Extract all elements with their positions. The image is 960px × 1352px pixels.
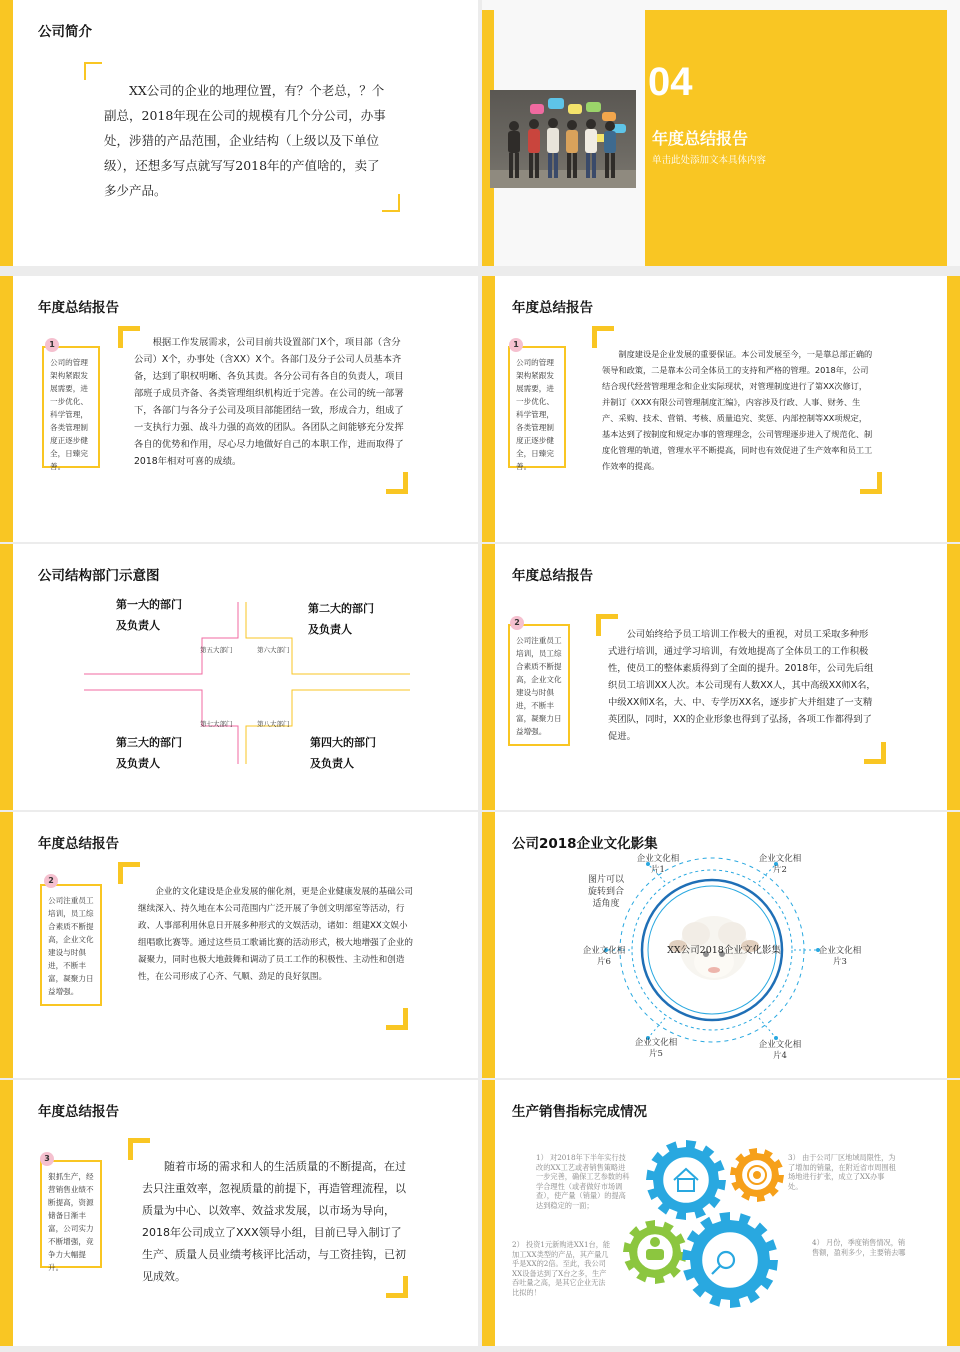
slide-annual-report-2 (482, 276, 960, 542)
slide-annual-report-1 (0, 276, 478, 542)
number-badge: 1 (509, 338, 523, 352)
body-text: 公司始终给予员工培训工作极大的重视，对员工采取多种形式进行培训，通过学习培训，有效地提高了全体员工的工作积极性，使员工的整体素质得到了全面的提升。2018年，公司先后组织员工培训XX人次。本公司现有人数XX人，其中高级XX师X名，中级XX师X名，大、中、专学历XX名，逐步扩大并组建了一支精英团队，同时，XX的企业形象也得到了弘扬，各项工作都得到了促进。 (608, 629, 876, 742)
corner-bracket-top-left (84, 62, 102, 80)
accent-bar-left (0, 1080, 13, 1346)
slide-org-chart (0, 544, 478, 810)
dept-1-label: 第一大的部门及负责人 (116, 598, 182, 632)
photo-slot-4: 企业文化相片4 (758, 1040, 802, 1061)
accent-bar-right (947, 544, 960, 810)
slide-title: 公司简介 (38, 24, 92, 40)
album-rotate-note: 图片可以旋转到合适角度 (587, 875, 624, 909)
dept-6-label: 第六大部门 (257, 646, 290, 654)
cover-number: 04 (648, 60, 693, 104)
number-badge: 1 (45, 338, 59, 352)
sales-point-1: 1） 对2018年下半年实行技改的XX工艺或者销售策略进一步完善，确保工艺参数的科学合理性（或者做好市场调查），使产量（销量）的提高达到稳定的一面； (536, 1153, 630, 1210)
dept-3-label: 第三大的部门及负责人 (116, 736, 182, 770)
gear-blue-large-hub (701, 1231, 759, 1289)
gear-graphic (482, 1080, 960, 1346)
corner-bracket-top-left (118, 862, 140, 884)
accent-bar-left (482, 276, 495, 542)
accent-bar-left (0, 0, 13, 266)
dept-2-label: 第二大的部门及负责人 (308, 602, 374, 636)
corner-bracket-bottom-right (386, 472, 408, 494)
dept-7-label: 第七大部门 (200, 720, 233, 728)
slide-title: 年度总结报告 (38, 836, 119, 852)
summary-box: 公司的管理架构紧跟发展需要，进一步优化、科学管理，各类管理制度正逐步健全，日臻完善。 (508, 346, 566, 468)
accent-bar-left (0, 812, 13, 1078)
number-badge: 3 (40, 1152, 54, 1166)
org-connector-lines (0, 544, 478, 810)
corner-bracket-bottom-right (864, 742, 886, 764)
body-text: 制度建设是企业发展的重要保证。本公司发展至今，一是靠总部正确的领导和政策，二是靠本公司全体员工的支持和严格的管理。2018年，公司结合现代经营管理理念和企业实际现状，对管理制度进行了第XX次修订，并制订《XXX有限公司管理制度汇编》，内容涉及行政、人事、财务、生产、采购、技术、营销、考核、质量追究、奖惩、内部控制等XX项规定，基本达到了按制度和规定办事的管理理念，公司管理逐步进入了规范化、制度化管理的轨道，管理水平不断提高，同时也有效促进了生产效率和员工工作效率的提高。 (602, 349, 873, 471)
number-badge: 2 (510, 616, 524, 630)
photo-slot-2: 企业文化相片2 (758, 854, 802, 875)
sales-point-2: 2） 投资1元新购进XX1台，能加工XX类型的产品，其产量几乎是XX的2倍。至此，我公司XX设备达到了X台之多，生产吞吐量之高，是其它企业无法比拟的！ (512, 1240, 611, 1297)
dept-4-label: 第四大的部门及负责人 (310, 736, 376, 770)
cover-subtitle: 单击此处添加文本具体内容 (652, 155, 767, 166)
body-text: 根据工作发展需求，公司目前共设置部门X个，项目部（含分公司）X个，办事处（含XX）X个。各部门及分子公司人员基本齐备，达到了职权明晰、各负其责。各分公司有各自的负责人，项目部班子成员齐备、各类管理组织机构近于完善。在公司的统一部署下，各部门与各分子公司及项目部能团结一致，形成合力，组成了一支执行力强、战斗力强的高效的团队。各团队之间能够充分发挥各自的优势和作用，尽心尽力地做好自己的本职工作，进而取得了2018年相对可喜的成绩。 (134, 337, 404, 467)
photo-slot-6: 企业文化相片6 (582, 946, 626, 967)
corner-bracket-bottom-right (386, 1008, 408, 1030)
photo-slot-1: 企业文化相片1 (636, 854, 680, 875)
summary-box: 公司的管理架构紧跟发展需要，进一步优化、科学管理，各类管理制度正逐步健全，日臻完善。 (42, 346, 100, 468)
dept-5-label: 第五大部门 (200, 646, 233, 654)
slide-annual-report-3 (482, 544, 960, 810)
corner-bracket-top-left (592, 326, 614, 348)
sales-point-4: 4） 月份，季度销售情况，销售额，盈利多少，主要销去哪 (812, 1238, 906, 1257)
body-text: 随着市场的需求和人的生活质量的不断提高，在过去只注重效率，忽视质量的前提下，再造管理流程，以质量为中心、以效率、效益求发展，以市场为导向，2018年公司成立了XXX领导小组，目前已导入制订了生产、质量人员业绩考核评比活动，与工资挂钩，已初见成效。 (142, 1160, 406, 1283)
dept-8-label: 第八大部门 (257, 720, 290, 728)
accent-bar-left (482, 544, 495, 810)
slide-title: 年度总结报告 (38, 300, 119, 316)
intro-text: XX公司的企业的地理位置，有？个老总，？个副总，2018年现在公司的规模有几个分公司，办事处，涉猎的产品范围，企业结构（上级以及下单位级），还想多写点就写写2018年的产值啥的，卖了多少产品。 (104, 83, 386, 198)
slide-title: 年度总结报告 (38, 1104, 119, 1120)
accent-bar-right (947, 276, 960, 542)
sales-point-3: 3） 由于公司厂区地域局限性，为了增加的销量，在附近省市周围租场地进行扩张，成立了XX办事处。 (788, 1153, 896, 1191)
slide-culture-album (482, 812, 960, 1078)
summary-box: 公司注重员工培训，员工综合素质不断提高，企业文化建设与时俱进，不断丰富，凝聚力日益增强。 (40, 884, 102, 1006)
slide-annual-report-5 (0, 1080, 478, 1346)
slide-company-intro (0, 0, 478, 266)
album-center-title: XX公司2018企业文化影集 (667, 945, 781, 956)
corner-bracket-bottom-right (860, 472, 882, 494)
summary-box: 公司注重员工培训，员工综合素质不断提高，企业文化建设与时俱进，不断丰富，凝聚力日益增强。 (508, 624, 570, 746)
slide-title: 公司结构部门示意图 (38, 568, 160, 584)
cover-title: 年度总结报告 (652, 129, 749, 148)
photo-slot-5: 企业文化相片5 (634, 1038, 678, 1059)
slide-cover (482, 0, 960, 266)
slide-title: 公司2018企业文化影集 (512, 836, 658, 852)
slide-annual-report-4 (0, 812, 478, 1078)
corner-bracket-bottom-right (386, 1276, 408, 1298)
photo-slot-3: 企业文化相片3 (818, 946, 862, 967)
number-badge: 2 (44, 874, 58, 888)
corner-bracket-bottom-right (382, 194, 400, 212)
team-photo (490, 90, 636, 188)
slide-title: 生产销售指标完成情况 (512, 1104, 647, 1120)
body-text: 企业的文化建设是企业发展的催化剂，更是企业健康发展的基础公司继续深入、持久地在本公司范围内广泛开展了争创文明部室等活动，行政、人事部利用休息日开展多种形式的文娱活动，诸如：组建XX文娱小组唱歌比赛等。通过这些员工歌诵比赛的活动形式，极大地增强了企业的凝聚力，同时也极大地鼓舞和调动了员工工作的积极性、主动性和创造性，在公司形成了心齐、气顺、劲足的良好氛围。 (138, 887, 414, 982)
slide-title: 年度总结报告 (512, 300, 593, 316)
accent-bar-left (0, 276, 13, 542)
summary-box: 狠抓生产，经营销售业绩不断提高，资源储备日渐丰富，公司实力不断增强，竞争力大幅提升。 (40, 1160, 102, 1268)
slide-sales-indicators (482, 1080, 960, 1346)
slide-title: 年度总结报告 (512, 568, 593, 584)
